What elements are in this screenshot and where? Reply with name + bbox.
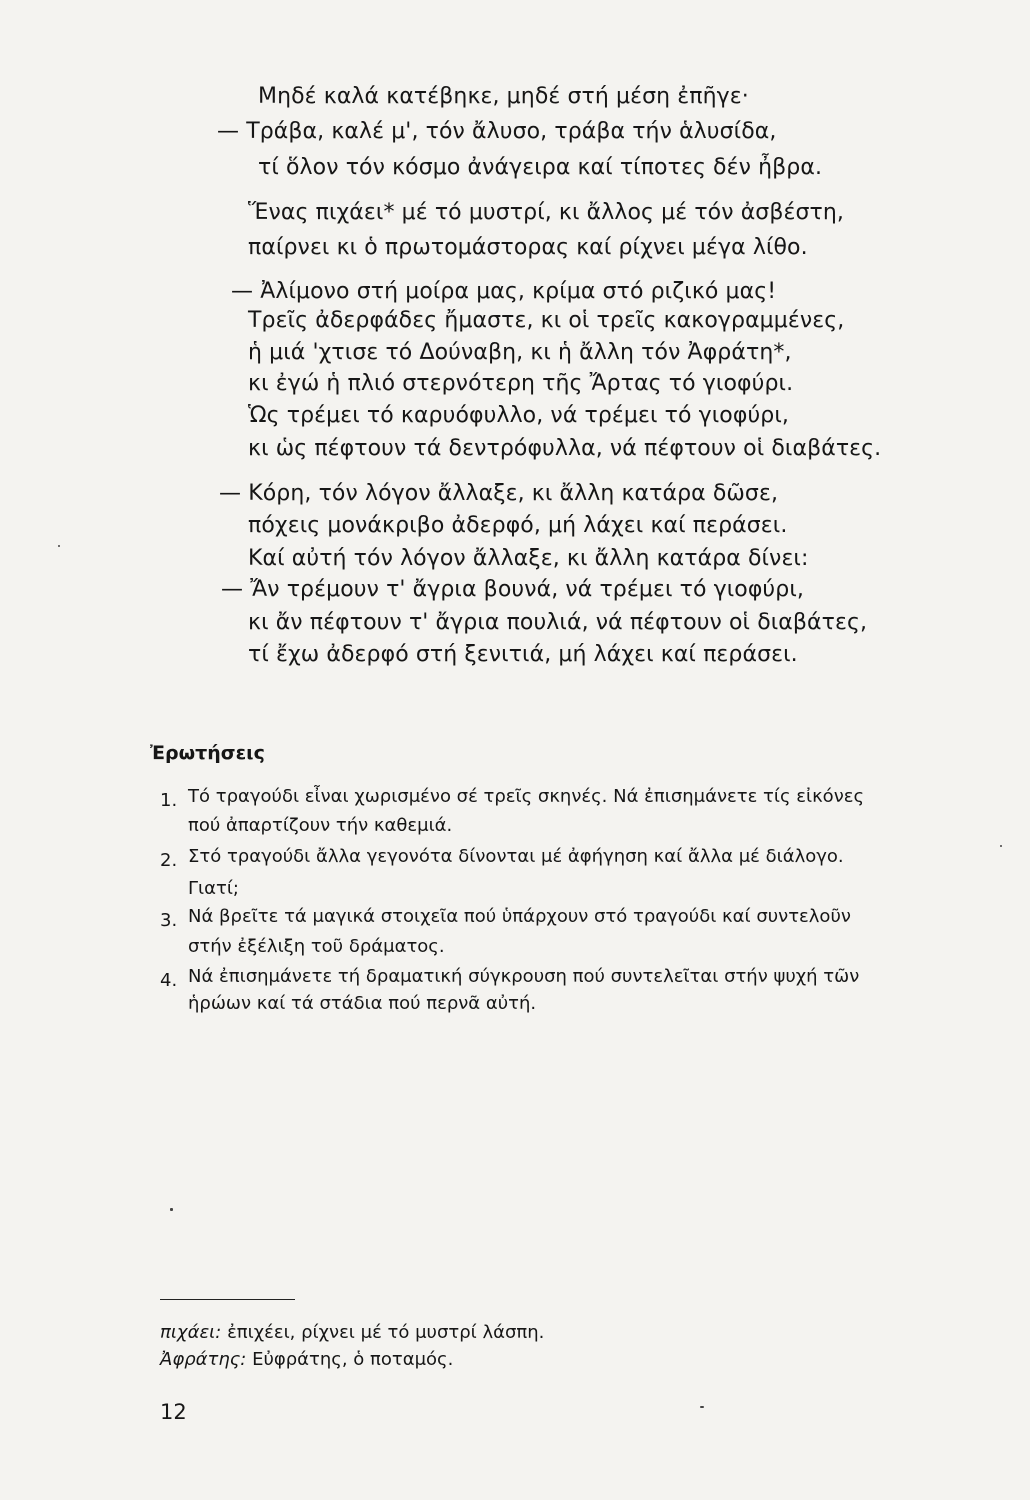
question-text: στήν ἐξέλιξη τοῦ δράματος. [188, 936, 445, 957]
poem-line: — Τράβα, καλέ μ', τόν ἄλυσο, τράβα τήν ἁλυσίδα, [217, 119, 777, 144]
poem-line: Μηδέ καλά κατέβηκε, μηδέ στή μέση ἐπῆγε· [258, 84, 749, 109]
poem-line: Ἕνας πιχάει* μέ τό μυστρί, κι ἄλλος μέ τόν ἀσβέστη, [248, 200, 845, 225]
question-text: ἡρώων καί τά στάδια πού περνᾶ αὐτή. [188, 993, 537, 1014]
poem-line: Καί αὐτή τόν λόγον ἄλλαξε, κι ἄλλη κατάρα δίνει: [248, 546, 809, 571]
question-text: Τό τραγούδι εἶναι χωρισμένο σέ τρεῖς σκηνές. Νά ἐπισημάνετε τίς εἰκόνες [188, 786, 865, 807]
question-text: Νά βρεῖτε τά μαγικά στοιχεῖα πού ὑπάρχουν στό τραγούδι καί συντελοῦν [188, 906, 851, 927]
page-number: 12 [160, 1400, 187, 1424]
poem-line: κι ὡς πέφτουν τά δεντρόφυλλα, νά πέφτουν οἱ διαβάτες. [248, 436, 882, 461]
poem-line: ἡ μιά 'χτισε τό Δούναβη, κι ἡ ἄλλη τόν Ἀφράτη*, [248, 340, 792, 365]
footnote [160, 1322, 544, 1343]
poem-line: Ὡς τρέμει τό καρυόφυλλο, νά τρέμει τό γιοφύρι, [248, 403, 790, 428]
footnote-definition: ἐπιχέει, ρίχνει μέ τό μυστρί λάσπη. [221, 1322, 545, 1343]
question-number: 3. [160, 910, 178, 931]
scan-speck [1000, 845, 1002, 847]
footnote-term: πιχάει: [160, 1322, 222, 1343]
question-text: Γιατί; [188, 878, 239, 899]
question-number: 4. [160, 970, 178, 991]
footnote-definition: Εὐφράτης, ὁ ποταμός. [246, 1349, 454, 1370]
poem-line: παίρνει κι ὁ πρωτομάστορας καί ρίχνει μέγα λίθο. [248, 235, 808, 260]
scan-speck [58, 545, 60, 547]
question-text: Νά ἐπισημάνετε τή δραματική σύγκρουση πού συντελεῖται στήν ψυχή τῶν [188, 966, 860, 987]
footnote-divider [160, 1299, 295, 1300]
poem-line: τί ὅλον τόν κόσμο ἀνάγειρα καί τίποτες δέν ἦβρα. [258, 155, 823, 180]
scan-speck [170, 1208, 173, 1211]
question-number: 2. [160, 850, 178, 871]
poem-line: κι ἐγώ ἡ πλιό στερνότερη τῆς Ἄρτας τό γιοφύρι. [248, 371, 794, 396]
scan-speck [700, 1406, 704, 1408]
poem-line: — Κόρη, τόν λόγον ἄλλαξε, κι ἄλλη κατάρα δῶσε, [219, 481, 779, 506]
poem-line: — Ἄν τρέμουν τ' ἄγρια βουνά, νά τρέμει τό γιοφύρι, [221, 577, 804, 602]
footnote [160, 1349, 453, 1370]
poem-line: Τρεῖς ἀδερφάδες ἤμαστε, κι οἱ τρεῖς κακογραμμένες, [248, 308, 845, 333]
question-text: Στό τραγούδι ἄλλα γεγονότα δίνονται μέ ἀφήγηση καί ἄλλα μέ διάλογο. [188, 846, 844, 867]
footnote-term: Ἀφράτης: [160, 1349, 247, 1370]
poem-line: τί ἔχω ἀδερφό στή ξενιτιά, μή λάχει καί περάσει. [248, 642, 798, 667]
question-text: πού ἀπαρτίζουν τήν καθεμιά. [188, 815, 453, 836]
question-number: 1. [160, 790, 178, 811]
poem-line: πόχεις μονάκριβο ἀδερφό, μή λάχει καί περάσει. [248, 513, 788, 538]
questions-heading: Ἐρωτήσεις [150, 742, 265, 764]
poem-line: — Ἀλίμονο στή μοίρα μας, κρίμα στό ριζικό μας! [231, 279, 777, 304]
poem-line: κι ἄν πέφτουν τ' ἄγρια πουλιά, νά πέφτουν οἱ διαβάτες, [248, 610, 868, 635]
